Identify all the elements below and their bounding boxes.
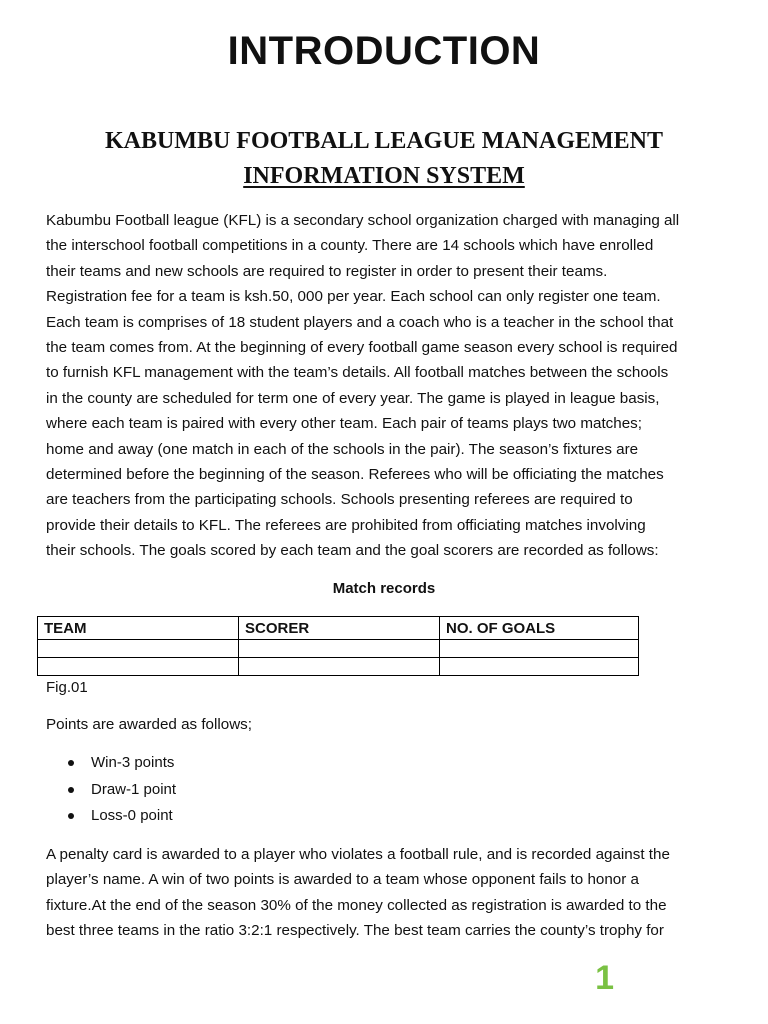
paragraph-line: fixture.At the end of the season 30% of the money collected as registration is awarded to the	[46, 896, 667, 914]
column-header-scorer: SCORER	[239, 617, 440, 640]
table-header-row	[38, 617, 639, 640]
closing-paragraph	[46, 842, 726, 944]
document-subtitle-line-2	[0, 160, 768, 192]
paragraph-line: to furnish KFL management with the team’s details. All football matches between the schools	[46, 364, 669, 382]
bullet-icon	[68, 787, 74, 793]
page-number: 1	[595, 959, 614, 997]
page-heading: INTRODUCTION	[227, 29, 541, 73]
intro-paragraph	[46, 208, 726, 564]
paragraph-line: determined before the beginning of the season. Referees who will be officiating the matches	[46, 466, 664, 484]
list-item-text: Loss-0 point	[91, 807, 173, 824]
table-cell	[440, 640, 639, 658]
list-item	[0, 779, 176, 806]
table-caption: Match records	[332, 580, 436, 597]
table-row	[38, 658, 639, 676]
paragraph-line: Each team is comprises of 18 student players and a coach who is a teacher in the school that	[46, 313, 674, 331]
match-records-table	[37, 616, 639, 676]
paragraph-line: provide their details to KFL. The referees are prohibited from officiating matches involving	[46, 516, 646, 534]
paragraph-line: Registration fee for a team is ksh.50, 000 per year. Each school can only register one team.	[46, 288, 661, 306]
paragraph-line: Kabumbu Football league (KFL) is a secondary school organization charged with managing all	[46, 212, 680, 229]
table-cell	[38, 658, 239, 676]
column-header-team: TEAM	[38, 617, 239, 640]
paragraph-line: best three teams in the ratio 3:2:1 respectively. The best team carries the county’s trophy for	[46, 922, 664, 940]
paragraph-line: are teachers from the participating schools. Schools presenting referees are required to	[46, 491, 633, 509]
table-cell	[239, 640, 440, 658]
paragraph-line: the interschool football competitions in a county. There are 14 schools which have enrolled	[46, 237, 654, 255]
list-item	[0, 752, 176, 779]
document-subtitle-line-1: KABUMBU FOOTBALL LEAGUE MANAGEMENT	[104, 128, 664, 154]
column-header-goals: NO. OF GOALS	[440, 617, 639, 640]
paragraph-line: their teams and new schools are required to register in order to present their teams.	[46, 262, 608, 280]
list-item-text: Draw-1 point	[91, 780, 177, 798]
bullet-icon	[68, 760, 74, 766]
paragraph-line: the team comes from. At the beginning of every football game season every school is required	[46, 339, 678, 357]
list-item	[0, 805, 176, 832]
document-subtitle-underlined: INFORMATION SYSTEM	[243, 163, 525, 189]
paragraph-line: player’s name. A win of two points is awarded to a team whose opponent fails to honor a	[46, 871, 639, 889]
paragraph-line: A penalty card is awarded to a player who violates a football rule, and is recorded against the	[46, 846, 670, 863]
table-row	[38, 640, 639, 658]
table-cell	[440, 658, 639, 676]
points-intro: Points are awarded as follows;	[46, 716, 252, 733]
points-list	[0, 752, 176, 832]
bullet-icon	[68, 813, 74, 819]
paragraph-line: in the county are scheduled for term one of every year. The game is played in league basis,	[46, 389, 660, 407]
figure-label: Fig.01	[46, 679, 88, 696]
paragraph-line: home and away (one match in each of the schools in the pair). The season’s fixtures are	[46, 440, 639, 458]
list-item-text: Win-3 points	[91, 754, 175, 771]
table-cell	[239, 658, 440, 676]
paragraph-line: their schools. The goals scored by each team and the goal scorers are recorded as follows:	[46, 542, 659, 560]
paragraph-line: where each team is paired with every other team. Each pair of teams plays two matches;	[46, 415, 642, 433]
table-cell	[38, 640, 239, 658]
